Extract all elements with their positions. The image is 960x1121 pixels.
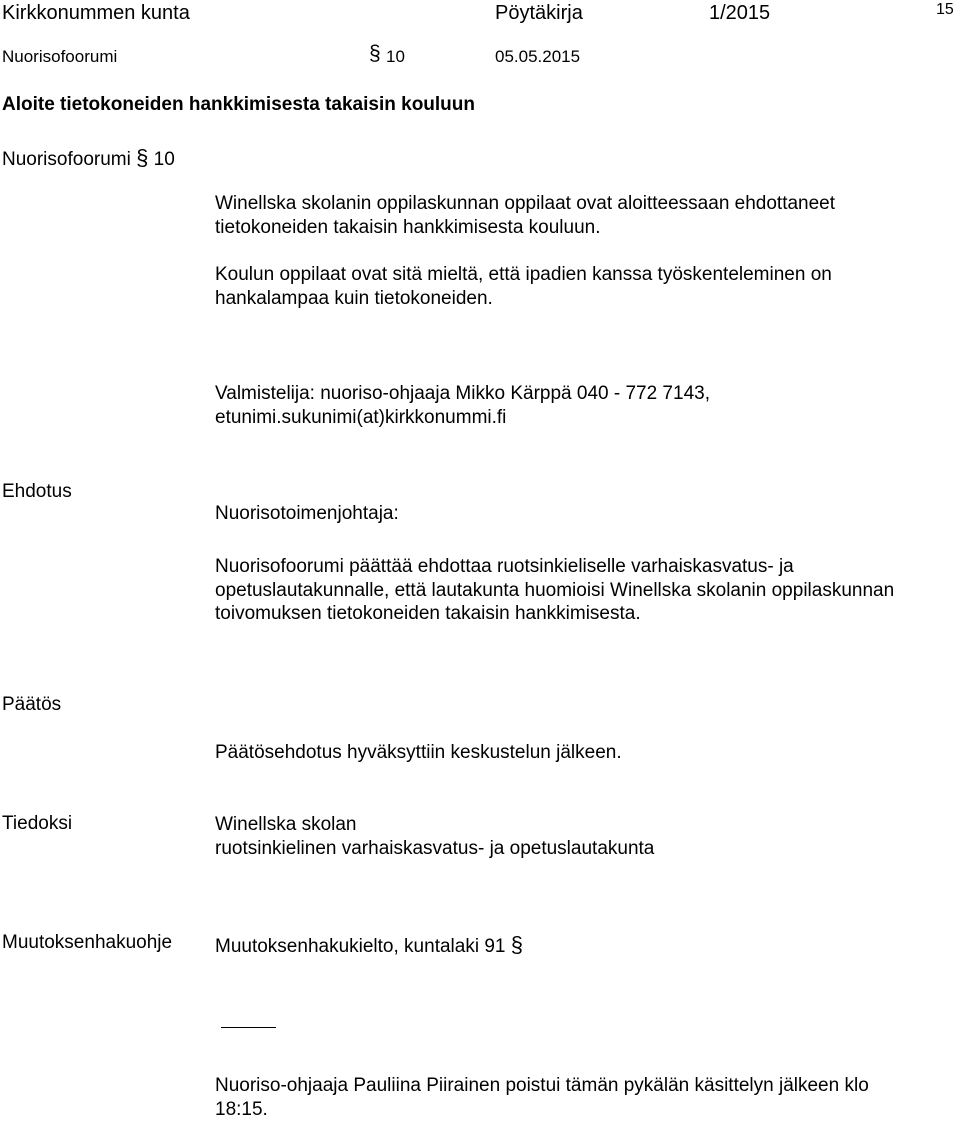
item-title: Aloite tietokoneiden hankkimisesta takaisin kouluun xyxy=(2,94,475,116)
section-reference xyxy=(2,145,175,171)
document-type: Pöytäkirja xyxy=(495,1,583,25)
section-ref-body: Nuorisofoorumi xyxy=(2,149,131,170)
page-number: 15 xyxy=(936,1,954,19)
intro-paragraph xyxy=(215,192,835,239)
intro-line: tietokoneiden takaisin hankkimisesta kouluun. xyxy=(215,216,835,240)
note-paragraph xyxy=(215,1074,869,1121)
for-info-label: Tiedoksi xyxy=(2,813,72,835)
recipient-line: Winellska skolan xyxy=(215,813,654,837)
proposer: Nuorisotoimenjohtaja: xyxy=(215,502,399,526)
opinion-paragraph xyxy=(215,263,832,310)
intro-line: Winellska skolanin oppilaskunnan oppilaat ovat aloitteessaan ehdottaneet xyxy=(215,192,835,216)
opinion-line: hankalampaa kuin tietokoneiden. xyxy=(215,287,832,311)
opinion-line: Koulun oppilaat ovat sitä mieltä, että ipadien kanssa työskenteleminen on xyxy=(215,263,832,287)
document-number: 1/2015 xyxy=(709,1,770,25)
proposal-line: opetuslautakunnalle, että lautakunta huomioisi Winellska skolanin oppilaskunnan xyxy=(215,579,894,603)
proposal-line: Nuorisofoorumi päättää ehdottaa ruotsinkieliselle varhaiskasvatus- ja xyxy=(215,555,894,579)
proposal-line: toivomuksen tietokoneiden takaisin hankkimisesta. xyxy=(215,602,894,626)
municipality-name: Kirkkonummen kunta xyxy=(2,1,190,25)
decision-label: Päätös xyxy=(2,694,61,716)
decision-text: Päätösehdotus hyväksyttiin keskustelun jälkeen. xyxy=(215,741,622,765)
body-name: Nuorisofoorumi xyxy=(2,47,117,67)
section-ref-number: 10 xyxy=(154,149,175,170)
appeal-text xyxy=(215,932,523,958)
appeal-label: Muutoksenhakuohje xyxy=(2,932,172,954)
separator-line xyxy=(221,1027,276,1028)
appeal-section-symbol: § xyxy=(511,932,523,957)
preparer-line: Valmistelija: nuoriso-ohjaaja Mikko Kärppä 040 - 772 7143, xyxy=(215,382,710,406)
for-info-recipients xyxy=(215,813,654,860)
note-line: Nuoriso-ohjaaja Pauliina Piirainen poistui tämän pykälän käsittelyn jälkeen klo xyxy=(215,1074,869,1098)
section-symbol: § xyxy=(369,42,381,66)
note-line: 18:15. xyxy=(215,1098,869,1121)
recipient-line: ruotsinkielinen varhaiskasvatus- ja opetuslautakunta xyxy=(215,837,654,861)
section-number: 10 xyxy=(386,47,405,67)
section-ref-symbol: § xyxy=(136,145,148,170)
proposal-label: Ehdotus xyxy=(2,481,72,503)
meeting-date: 05.05.2015 xyxy=(495,47,580,67)
preparer-line: etunimi.sukunimi(at)kirkkonummi.fi xyxy=(215,406,710,430)
proposal-paragraph xyxy=(215,555,894,626)
appeal-text-body: Muutoksenhakukielto, kuntalaki 91 xyxy=(215,936,505,957)
preparer-paragraph xyxy=(215,382,710,429)
